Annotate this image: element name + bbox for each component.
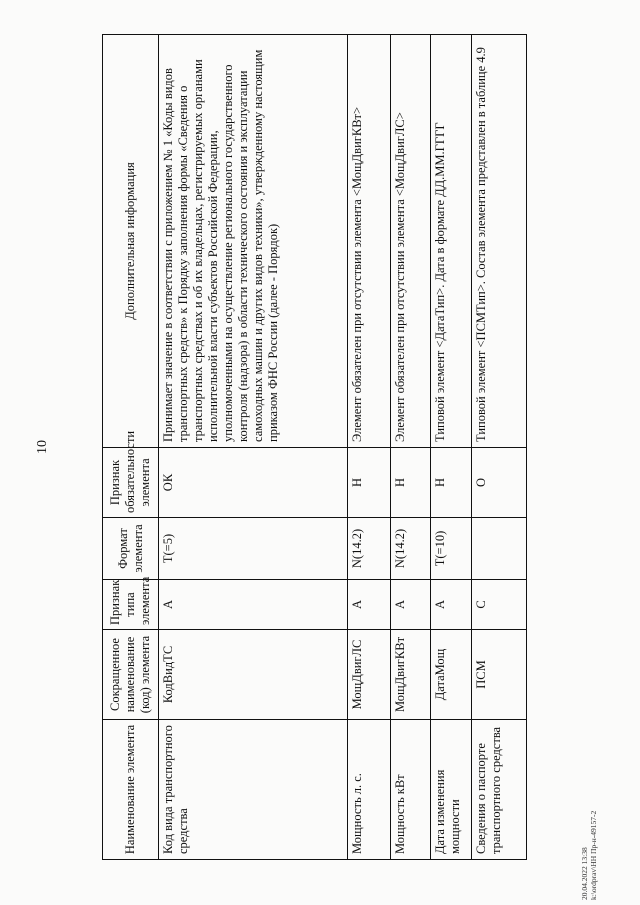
page-number: 10 xyxy=(35,440,50,454)
cell-type: А xyxy=(159,580,348,630)
element-table xyxy=(102,34,527,860)
cell-info: Элемент обязателен при отсутствии элемента <МощДвигКВт> xyxy=(347,35,390,448)
cell-type: А xyxy=(390,580,430,630)
cell-required: Н xyxy=(430,448,471,518)
cell-code: КодВидТС xyxy=(159,630,348,720)
cell-format: N(14.2) xyxy=(347,518,390,580)
cell-name: Дата изменения мощности xyxy=(430,720,471,860)
table-row xyxy=(390,35,430,860)
cell-info: Типовой элемент <ПСМТип>. Состав элемента представлен в таблице 4.9 xyxy=(472,35,527,448)
table-header-row xyxy=(103,35,159,860)
cell-name: Код вида транспортного средства xyxy=(159,720,348,860)
footer-timestamp: 20.04.2022 13:38 xyxy=(580,847,589,900)
cell-info: Принимает значение в соответствии с приложением № 1 «Коды видов транспортных средств» к Порядку заполнения формы «Сведения о транспортных средствах и об их владельцах, регистрируемых органами исполнительной власти субъектов Российской Федерации, уполномоченными на осуществление регионального государственного контроля (надзора) в области технического состояния и эксплуатации самоходных машин и других видов техники», утвержденному настоящим приказом ФНС России (далее - Порядок) xyxy=(159,35,348,448)
cell-code: МощДвигЛС xyxy=(347,630,390,720)
table-row xyxy=(430,35,471,860)
cell-format xyxy=(472,518,527,580)
header-element-code: Сокращенное наименование (код) элемента xyxy=(103,630,159,720)
rotated-table-container xyxy=(102,35,527,860)
table-row xyxy=(159,35,348,860)
cell-required: ОК xyxy=(159,448,348,518)
cell-info: Типовой элемент <ДатаТип>. Дата в формате ДД.ММ.ГГГГ xyxy=(430,35,471,448)
cell-required: О xyxy=(472,448,527,518)
cell-name: Мощность кВт xyxy=(390,720,430,860)
cell-type: С xyxy=(472,580,527,630)
cell-code: ПСМ xyxy=(472,630,527,720)
cell-type: А xyxy=(430,580,471,630)
header-element-type: Признак типа элемента xyxy=(103,580,159,630)
cell-required: Н xyxy=(347,448,390,518)
table-row xyxy=(347,35,390,860)
header-element-name: Наименование элемента xyxy=(103,720,159,860)
cell-type: А xyxy=(347,580,390,630)
cell-code: МощДвигКВт xyxy=(390,630,430,720)
footer-file-path: k:\ordprav\НН Пр-н-49157-2 xyxy=(589,810,598,900)
header-element-format: Формат элемента xyxy=(103,518,159,580)
cell-info: Элемент обязателен при отсутствии элемента <МощДвигЛС> xyxy=(390,35,430,448)
cell-format: Т(=5) xyxy=(159,518,348,580)
cell-name: Сведения о паспорте транспортного средства xyxy=(472,720,527,860)
cell-required: Н xyxy=(390,448,430,518)
print-footer xyxy=(580,740,596,900)
header-additional-info: Дополнительная информация xyxy=(103,35,159,448)
header-element-required: Признак обязательности элемента xyxy=(103,448,159,518)
cell-name: Мощность л. с. xyxy=(347,720,390,860)
cell-format: N(14.2) xyxy=(390,518,430,580)
cell-code: ДатаМощ xyxy=(430,630,471,720)
table-row xyxy=(472,35,527,860)
cell-format: Т(=10) xyxy=(430,518,471,580)
